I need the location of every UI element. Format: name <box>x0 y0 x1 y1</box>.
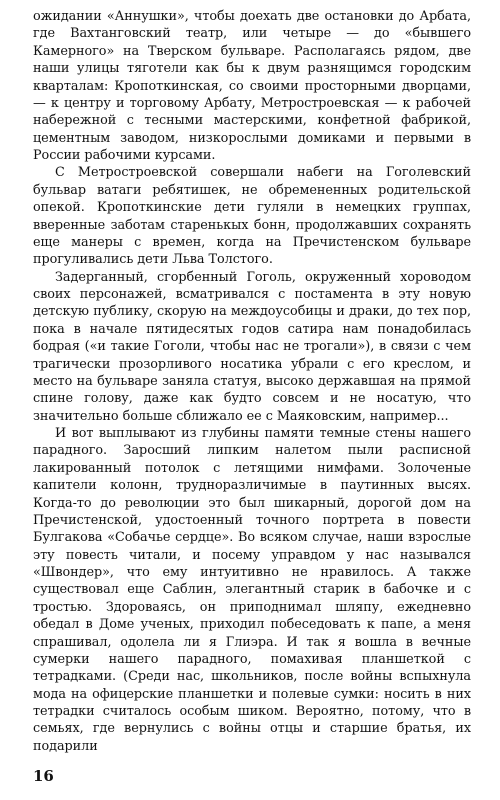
paragraph-3: Задерганный, сгорбенный Гоголь, окруженный хороводом своих персонажей, всматривался с постамента в эту новую детскую публику, скорую на междоусобицы и драки, до тех пор, пока в начале пятидесятых годов сатира нам понадобилась бодрая («и такие Гоголи, чтобы нас не трогали»), в связи с чем трагически прозорливого носатика убрали с его креслом, и место на бульваре заняла статуя, высоко державшая на прямой спине голову, даже как будто совсем и не носатую, что значительно больше сближало ее с Маяковским, например... <box>33 269 471 424</box>
page-number: 16 <box>33 767 54 785</box>
paragraph-2: С Метростроевской совершали набеги на Гоголевский бульвар ватаги ребятишек, не обремененных родительской опекой. Кропоткинские дети гуляли в немецких группах, вверенные заботам старенькых бонн, продолжавших сохранять еще манеры с времен, когда на Пречистенском бульваре прогуливались дети Льва Толстого. <box>33 165 471 268</box>
paragraph-1: ожидании «Аннушки», чтобы доехать две остановки до Арбата, где Вахтанговский театр, или четыре — до «бывшего Камерного» на Тверском бульваре. Располагаясь рядом, две наши улицы тяготели как бы к двум разнящимся городским кварталам: Кропоткинская, со своими просторными дворцами, — к центру и торговому Арбату, Метростроевская — к рабочей набережной с тесными мастерскими, конфетной фабрикой, цементным заводом, низкорослыми домиками и первыми в России рабочими курсами. <box>33 9 471 163</box>
paragraph-4: И вот выплывают из глубины памяти темные стены нашего парадного. Заросший липким налетом пыли расписной лакированный потолок с летящими нимфами. Золоченые капители колонн, трудноразличимые в паутинных высях. Когда-то до революции это был шикарный, дорогой дом на Пречистенской, удостоенный точного портрета в повести Булгакова «Собачье сердце». Во всяком случае, наши взрослые эту повесть читали, и посему управдом у нас назывался «Швондер», что ему интуитивно не нравилось. А также существовал еще Саблин, элегантный старик в бабочке и с тростью. Здороваясь, он приподнимал шляпу, ежедневно обедал в Доме ученых, приходил побеседовать к папе, а меня спрашивал, одолела ли я Глиэра. И так я вошла в вечные сумерки нашего парадного, помахивая планшеткой с тетрадками. (Среди нас, школьников, после войны вспыхнула мода на офицерские планшетки и полевые сумки: носить в них тетрадки считалось особым шиком. Вероятно, потому, что в семьях, где вернулись с войны отцы и старшие братья, их подарили <box>33 426 471 754</box>
body-text <box>33 8 471 755</box>
